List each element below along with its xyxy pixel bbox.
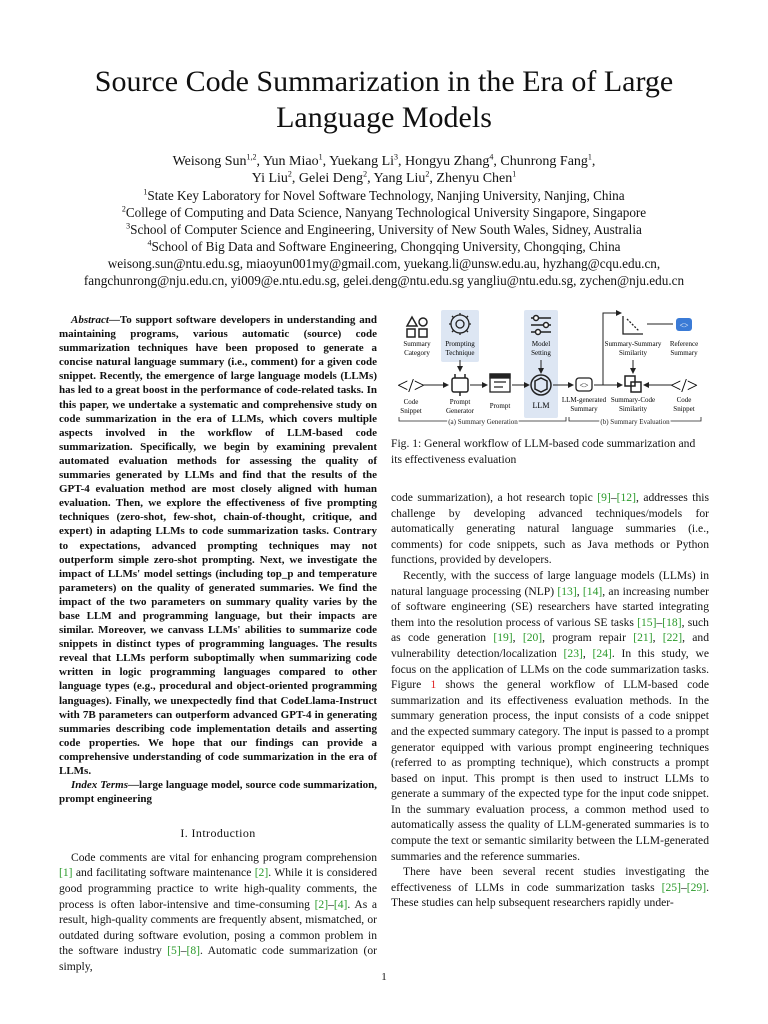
text-run: . While it is considered good programming practice to write high-quality comments, the process is often labor-intensive and time-consuming: [59, 866, 377, 911]
body-paragraph: [391, 864, 709, 911]
email-line: weisong.sun@ntu.edu.sg, miaoyun001my@gmail.com, yuekang.li@unsw.edu.au, hyzhang@cqu.edu.cn,: [107, 256, 661, 271]
author-sep: ,: [429, 171, 437, 186]
author-name: Gelei Deng: [298, 171, 364, 186]
affiliation-text: College of Computing and Data Science, Nanyang Technological University Singapore, Singapore: [125, 205, 647, 220]
author-sup: 2: [287, 169, 292, 179]
text-run: . As a result, high-quality comments are frequently absent, mismatched, or outdated during software evolution, posing a common problem in the software industry: [59, 897, 377, 958]
section-heading: I. Introduction: [180, 826, 256, 841]
text-run: Code comments are vital for enhancing program comprehension: [71, 850, 377, 864]
index-terms: [59, 778, 377, 806]
citation-link[interactable]: [4]: [333, 897, 348, 911]
text-run: code summarization), a hot research topic: [391, 491, 598, 504]
svg-text:<>: <>: [579, 381, 589, 390]
figure-caption: [391, 436, 709, 467]
citation-link[interactable]: [15]: [637, 615, 657, 629]
affiliation-text: School of Computer Science and Engineering, University of New South Wales, Sidney, Australia: [130, 222, 642, 237]
index-terms-text: —large language model, source code summarization, prompt engineering: [59, 779, 377, 806]
code-icon-right: </>: [669, 375, 699, 397]
author-sup: 1: [512, 169, 517, 179]
citation-link[interactable]: [12]: [616, 491, 636, 504]
text-run: , an increasing number of software engineering (SE) researchers have started integrating them into the resolution process of various SE tasks: [391, 584, 709, 629]
email-line: fangchunrong@nju.edu.cn, yi009@e.ntu.edu.sg, gelei.deng@ntu.edu.sg yangliu@ntu.edu.sg, zychen@nju.edu.cn: [83, 273, 685, 288]
text-run: . These studies can help subsequent researchers rapidly under-: [391, 880, 709, 910]
citation-link[interactable]: [21]: [633, 631, 653, 645]
figure-1: [391, 308, 709, 428]
label-prompt: Prompt: [489, 402, 511, 410]
citation-link[interactable]: [8]: [186, 944, 201, 958]
author-sup: 4: [489, 152, 494, 162]
abstract-label: Abstract: [71, 314, 109, 326]
author-sep: ,: [493, 154, 501, 169]
title-line-2: Language Models: [276, 101, 492, 134]
citation-link[interactable]: [29]: [686, 880, 707, 894]
author-sep: ,: [322, 154, 330, 169]
text-run: –: [610, 491, 617, 504]
summary-code-similarity-icon: [625, 376, 641, 392]
label-code-snippet: Code Snippet: [400, 398, 422, 415]
label-prompt-generator: Prompt Generator: [446, 398, 474, 415]
author-sup: 2: [425, 169, 430, 179]
citation-link[interactable]: [2]: [314, 897, 329, 911]
index-terms-label: Index Terms: [71, 779, 129, 792]
text-run: , program repair: [542, 631, 634, 645]
label-summary-evaluation: (b) Summary Evaluation: [600, 418, 670, 426]
body-paragraph: [391, 490, 709, 568]
citation-link[interactable]: [13]: [557, 584, 577, 598]
citation-link[interactable]: [2]: [254, 866, 269, 880]
summary-category-icon: [407, 317, 427, 337]
affiliation-sup: 2: [121, 204, 126, 214]
text-run: ,: [576, 584, 583, 598]
label-summary-category: Summary Category: [403, 340, 431, 357]
text-run: , such as code generation: [391, 615, 709, 645]
code-icon-left: </>: [396, 375, 426, 397]
text-run: and facilitating software maintenance: [72, 866, 255, 880]
citation-link[interactable]: [19]: [493, 631, 513, 645]
body-paragraph: [391, 568, 709, 864]
author-sep: ,: [256, 154, 263, 169]
label-model-setting: Model Setting: [531, 340, 551, 357]
affiliation-text: State Key Laboratory for Novel Software Technology, Nanjing University, Nanjing, China: [147, 188, 625, 203]
similarity-chart-icon: [623, 316, 643, 334]
citation-link[interactable]: [23]: [563, 646, 583, 660]
text-run: , addresses this challenge by developing advanced techniques/models for automatically generating natural language summaries (i.e., comments) for code snippets, such as Java methods or Python functions, provided by developers.: [391, 491, 710, 567]
author-name: Yang Liu: [373, 171, 426, 186]
text-run: –: [180, 944, 187, 958]
author-name: Yuekang Li: [329, 154, 395, 169]
page-number: 1: [381, 971, 387, 983]
label-summary-summary-similarity: Summary-Summary Similarity: [604, 340, 662, 357]
paper-title: [40, 64, 728, 136]
label-reference-summary: Reference Summary: [669, 340, 699, 357]
affiliation: [40, 238, 728, 255]
caption-label: Fig. 1:: [391, 437, 422, 450]
text-run: ,: [582, 646, 593, 660]
author-block: [40, 153, 728, 289]
affiliation: [40, 204, 728, 221]
author-sup: 1: [318, 152, 323, 162]
citation-link[interactable]: [25]: [661, 880, 681, 894]
citation-link[interactable]: [5]: [167, 944, 181, 958]
author-sup: 1: [587, 152, 592, 162]
citation-link[interactable]: [18]: [662, 615, 682, 629]
svg-text:<>: <>: [679, 321, 689, 330]
author-sup: 3: [394, 152, 399, 162]
author-name: Yi Liu: [251, 171, 288, 186]
affiliation-sup: 4: [147, 238, 152, 248]
author-name: Zhenyu Chen: [436, 171, 513, 186]
author-sup: 1,2: [246, 152, 257, 162]
author-sep: ,: [367, 171, 374, 186]
sliders-icon: [531, 316, 551, 335]
reference-summary-icon: [676, 318, 692, 331]
author-line-1: [40, 153, 728, 170]
text-run: , and vulnerability detection/localization: [391, 631, 710, 660]
author-sep: ,: [398, 154, 406, 169]
affiliation-sup: 3: [126, 221, 131, 231]
citation-link[interactable]: [22]: [662, 631, 683, 645]
citation-link[interactable]: [9]: [597, 491, 611, 504]
caption-text: General workflow of LLM-based code summarization and its effectiveness evaluation: [391, 437, 696, 466]
author-name: Chunrong Fang: [500, 154, 588, 169]
affiliation: [40, 187, 728, 204]
text-run: ,: [652, 631, 663, 645]
author-line-2: [40, 170, 728, 187]
prompt-icon: [490, 374, 510, 392]
author-name: Yun Miao: [262, 154, 319, 169]
workflow-diagram: [391, 308, 709, 428]
affiliation: [40, 221, 728, 238]
author-sep: ,: [591, 154, 596, 169]
citation-link[interactable]: [20]: [522, 631, 543, 645]
citation-link[interactable]: [14]: [582, 584, 603, 598]
label-llm: LLM: [532, 401, 550, 410]
text-run: –: [680, 880, 687, 894]
author-name: Weisong Sun: [172, 154, 247, 169]
text-run: shows the general workflow of LLM-based code summarization and its effectiveness evaluation methods. In the summary generation process, the input consists of a code snippet and the expected summary category. The input is passed to a prompt generator equipped with various prompt engineering techniques (referred to as prompting technique), which constructs a prompt based on input. This prompt is then used to instruct LLMs to generate a summary of the expected type for the input code snippet. In the summary evaluation process, a common method used to automatically assess the quality of LLM-generated summaries is to compute the text or semantic similarity between the LLM-generated summaries and the reference summaries.: [391, 678, 709, 863]
affiliation-sup: 1: [143, 187, 148, 197]
right-column: [391, 490, 709, 911]
text-run: . In this study, we focus on the application of LLMs on the code summarization tasks. Figure: [391, 646, 709, 692]
text-run: Recently, with the success of large language models (LLMs) in natural language processing (NLP): [391, 568, 709, 598]
prompt-generator-icon: [452, 374, 468, 396]
title-line-1: Source Code Summarization in the Era of Large: [94, 65, 674, 98]
figure-reference-link[interactable]: 1: [430, 678, 437, 692]
text-run: –: [656, 615, 663, 629]
label-code-snippet-right: Code Snippet: [673, 396, 695, 413]
label-summary-code-similarity: Summary-Code Similarity: [610, 396, 656, 413]
label-summary-generation: (a) Summary Generation: [448, 418, 518, 426]
citation-link[interactable]: [1]: [59, 866, 73, 880]
author-name: Hongyu Zhang: [405, 154, 490, 169]
intro-paragraph: [59, 850, 377, 975]
llm-summary-icon: [576, 378, 592, 391]
author-sup: 2: [363, 169, 368, 179]
left-column: [59, 313, 377, 975]
abstract-text: —To support software developers in understanding and maintaining programs, various automatic (source) code summarization techniques have been proposed to generate a concise natural language summary (i.e., comment) for a given code snippet. Recently, the emergence of large language models (LLMs) has led to a great boost in the performance of code-related tasks. In this paper, we undertake a systematic and comprehensive study on code summarization in the era of LLMs, which covers multiple aspects involved in the workflow of LLM-based code summarization. Specifically, we begin by examining prevalent automated evaluation methods for assessing the quality of summaries generated by LLMs and find that the results of the GPT-4 evaluation method are most closely aligned with human evaluation. Then, we explore the effectiveness of five prompting techniques (zero-shot, few-shot, chain-of-thought, critique, and expert) in adapting LLMs to code summarization tasks. Contrary to expectations, advanced prompting techniques may not outperform simple zero-shot prompting. Next, we investigate the impact of LLMs' model settings (including top_p and temperature parameters) on the quality of generated summaries. We find the impact of the two parameters on summary quality varies by the base LLM and programming language, but their impacts are similar. Moreover, we canvass LLMs' abilities to summarize code snippets in distinct types of programming languages. The results reveal that LLMs perform suboptimally when summarizing code written in logic programming languages compared to other language types (e.g., procedural and object-oriented programming languages). Finally, we unexpectedly find that CodeLlama-Instruct with 7B parameters can outperform advanced GPT-4 in generating summaries describing code implementation details and asserting code properties. We hope that our findings can provide a comprehensive understanding of code summarization in the era of LLMs.: [59, 314, 377, 777]
text-run: There have been several recent studies investigating the effectiveness of LLMs in code summarization tasks: [391, 865, 709, 894]
affiliation-text: School of Big Data and Software Engineering, Chongqing University, Chongqing, China: [151, 239, 621, 254]
text-run: –: [328, 897, 334, 911]
author-sep: ,: [291, 171, 299, 186]
abstract: [59, 313, 377, 778]
text-run: ,: [512, 631, 523, 645]
citation-link[interactable]: [24]: [592, 646, 612, 660]
label-prompting-technique: Prompting Technique: [445, 340, 475, 357]
text-run: . Automatic code summarization (or simply,: [59, 944, 377, 974]
label-llm-generated-summary: LLM-generated Summary: [561, 396, 607, 413]
